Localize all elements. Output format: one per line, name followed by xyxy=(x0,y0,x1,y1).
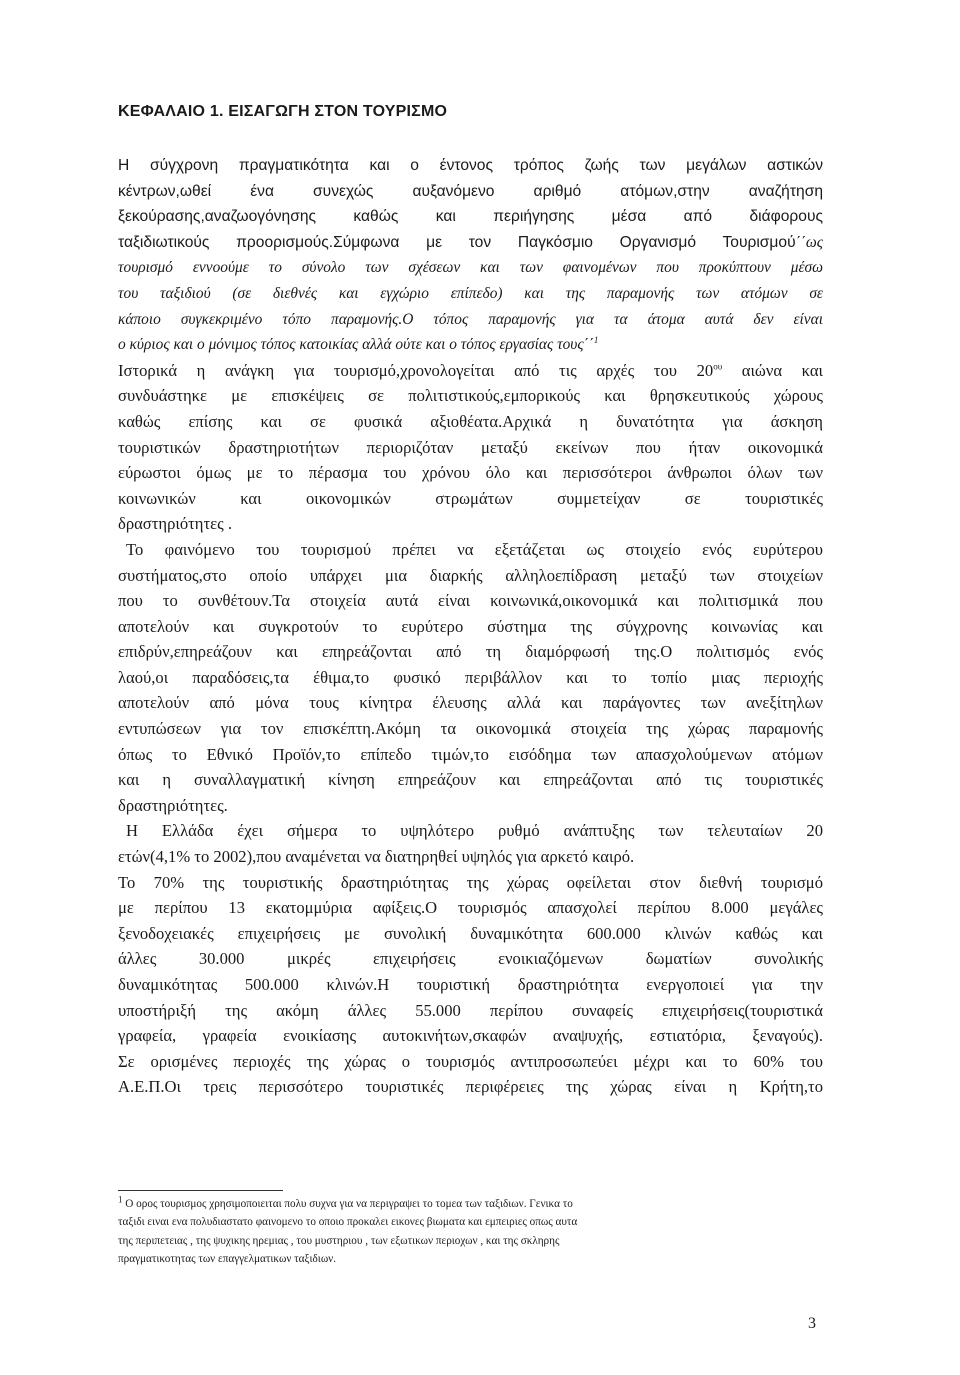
text-line: συνδυάστηκε με επισκέψεις σε πολιτιστικούς,εμπορικούς και θρησκευτικούς χώρους xyxy=(118,386,823,406)
text-line: συστήματος,στο οποίο υπάρχει μια διαρκής αλληλοεπίδραση μεταξύ των στοιχείων xyxy=(118,565,823,585)
text-line: όπως το Εθνικό Προϊόν,το επίπεδο τιμών,το εισόδημα των απασχολούμενων ατόμων xyxy=(118,744,823,764)
text-line: Το φαινόμενο του τουρισμού πρέπει να εξετάζεται ως στοιχείο ενός ευρύτερου xyxy=(126,539,823,559)
text-line: Η σύγχρονη πραγματικότητα και ο έντονος τρόπος ζωής των μεγάλων αστικών xyxy=(118,157,823,174)
text-line: ξενοδοχειακές επιχειρήσεις με συνολική δυναμικότητα 600.000 κλινών καθώς και xyxy=(118,923,823,943)
text-line: αποτελούν από μόνα τους κίνητρα έλευσης αλλά και παράγοντες των ανεξίτηλων xyxy=(118,693,823,713)
quote-line: τουρισμό εννοούμε το σύνολο των σχέσεων και των φαινομένων που προκύπτουν μέσω xyxy=(118,259,823,277)
footnote-separator xyxy=(118,1190,283,1191)
text-line: με περίπου 13 εκατομμύρια αφίξεις.Ο τουρισμός απασχολεί περίπου 8.000 μεγάλες xyxy=(118,898,823,918)
text-line: εύρωστοι όμως με το πέρασμα του χρόνου όλο και περισσότεροι άνθρωποι όλων των xyxy=(118,463,823,483)
text-line: άλλες 30.000 μικρές επιχειρήσεις ενοικιαζόμενων δωματίων συνολικής xyxy=(118,949,823,969)
text-line xyxy=(118,358,823,384)
text-line: και η συναλλαγματική κίνηση επηρεάζουν και επηρεάζονται από τις τουριστικές xyxy=(118,770,823,790)
text-line: δραστηριότητες. xyxy=(118,795,228,815)
page-number: 3 xyxy=(808,1315,816,1332)
text-line: εντυπώσεων για τον επισκέπτη.Ακόμη τα οικονομικά στοιχεία της χώρας παραμονής xyxy=(118,719,823,739)
quote-line xyxy=(118,332,823,358)
text-line: λαού,οι παραδόσεις,τα έθιμα,το φυσικό περιβάλλον και το τοπίο μιας περιοχής xyxy=(118,667,823,687)
text-line: δυναμικότητας 500.000 κλινών.Η τουριστική δραστηριότητα ενεργοποιεί για την xyxy=(118,975,823,994)
footnote-line: της περιπετειας , της ψυχικης ηρεμιας , του μυστηριου , των εξωτικων περιοχων , και της σκληρης xyxy=(118,1234,560,1247)
footnote xyxy=(118,1195,823,1268)
text-line: Η Ελλάδα έχει σήμερα το υψηλότερο ρυθμό ανάπτυξης των τελευταίων 20 xyxy=(126,821,823,841)
footnote-line: ταξιδι ειναι ενα πολυδιαστατο φαινομενο το οποιο προκαλει εικονες βιωματα και εμπειριες οπως αυτα xyxy=(118,1216,578,1229)
quote-line: του ταξιδιού (σε διεθνές και εγχώριο επίπεδο) και της παραμονής των ατόμων σε xyxy=(118,284,823,302)
footnote-line: πραγματικοτητας των επαγγελματικων ταξιδιων. xyxy=(118,1252,337,1265)
text-line: καθώς επίσης και σε φυσικά αξιοθέατα.Αρχικά η δυνατότητα για άσκηση xyxy=(118,411,823,431)
text-line: κοινωνικών και οικονομικών στρωμάτων συμμετείχαν σε τουριστικές xyxy=(118,488,823,508)
text-line: αποτελούν και συγκροτούν το ευρύτερο σύστημα της σύγχρονης κοινωνίας και xyxy=(118,616,823,636)
quote-line: κάποιο συγκεκριμένο τόπο παραμονής.Ο τόπος παραμονής για τα άτομα αυτά δεν είναι xyxy=(118,310,823,328)
text-line: δραστηριότητες . xyxy=(118,514,232,534)
text-span: ταξιδιωτικούς προορισμούς.Σύμφωνα με τον Παγκόσμιο Οργανισμό Τουρισμού xyxy=(118,233,796,251)
text-span: αιώνα και xyxy=(722,360,823,380)
text-line xyxy=(118,230,823,256)
text-line: επιδρύν,επηρεάζουν και επηρεάζονται από τη διαμόρφωσή της.Ο πολιτισμός ενός xyxy=(118,642,823,662)
body-text xyxy=(118,153,823,1100)
text-line: Σε ορισμένες περιοχές της χώρας ο τουρισμός αντιπροσωπεύει μέχρι και το 60% του xyxy=(118,1051,823,1071)
superscript: ου xyxy=(713,361,723,372)
footnote-marker: 1 xyxy=(118,1194,123,1205)
text-line: τουριστικών δραστηριοτήτων περιοριζόταν μεταξύ εκείνων που ήταν οικονομικά xyxy=(118,437,823,457)
text-line: ξεκούρασης,αναζωογόνησης καθώς και περιήγησης μέσα από διάφορους xyxy=(118,208,823,226)
text-line: Το 70% της τουριστικής δραστηριότητας της χώρας οφείλεται στον διεθνή τουρισμό xyxy=(118,872,823,892)
text-line: υποστήριξή της ακόμη άλλες 55.000 περίπου συναφείς επιχειρήσεις(τουριστικά xyxy=(118,1000,823,1020)
text-line: Α.Ε.Π.Οι τρεις περισσότερο τουριστικές περιφέρειες της χώρας είναι η Κρήτη,το xyxy=(118,1077,823,1097)
footnote-line xyxy=(118,1195,823,1213)
text-line: ετών(4,1% το 2002),που αναμένεται να διατηρηθεί υψηλός για αρκετό καιρό. xyxy=(118,847,635,867)
text-span: Ιστορικά η ανάγκη για τουρισμό,χρονολογείται από τις αρχές του 20 xyxy=(118,360,714,380)
quote-mark: ΄΄ως xyxy=(795,233,823,251)
text-line: που το συνθέτουν.Τα στοιχεία αυτά είναι κοινωνικά,οικονομικά και πολιτισμικά που xyxy=(118,591,823,611)
text-line: γραφεία, γραφεία ενοικίασης αυτοκινήτων,σκαφών αναψυχής, εστιατόρια, ξεναγούς). xyxy=(118,1026,823,1046)
quote-text: ο κύριος και ο μόνιμος τόπος κατοικίας αλλά ούτε και ο τόπος εργασίας τους΄΄ xyxy=(118,336,594,354)
footnote-text: Ο ορος τουρισμος χρησιμοποιειται πολυ συχνα για να περιγραψει το τομεα των ταξιδιων. Γενικα το xyxy=(122,1198,573,1210)
text-line: κέντρων,ωθεί ένα συνεχώς αυξανόμενο αριθμό ατόμων,στην αναζήτηση xyxy=(118,182,823,200)
footnote-ref: 1 xyxy=(593,335,599,346)
chapter-heading: ΚΕΦΑΛΑΙΟ 1. ΕΙΣΑΓΩΓΗ ΣΤΟΝ ΤΟΥΡΙΣΜΟ xyxy=(118,103,448,120)
